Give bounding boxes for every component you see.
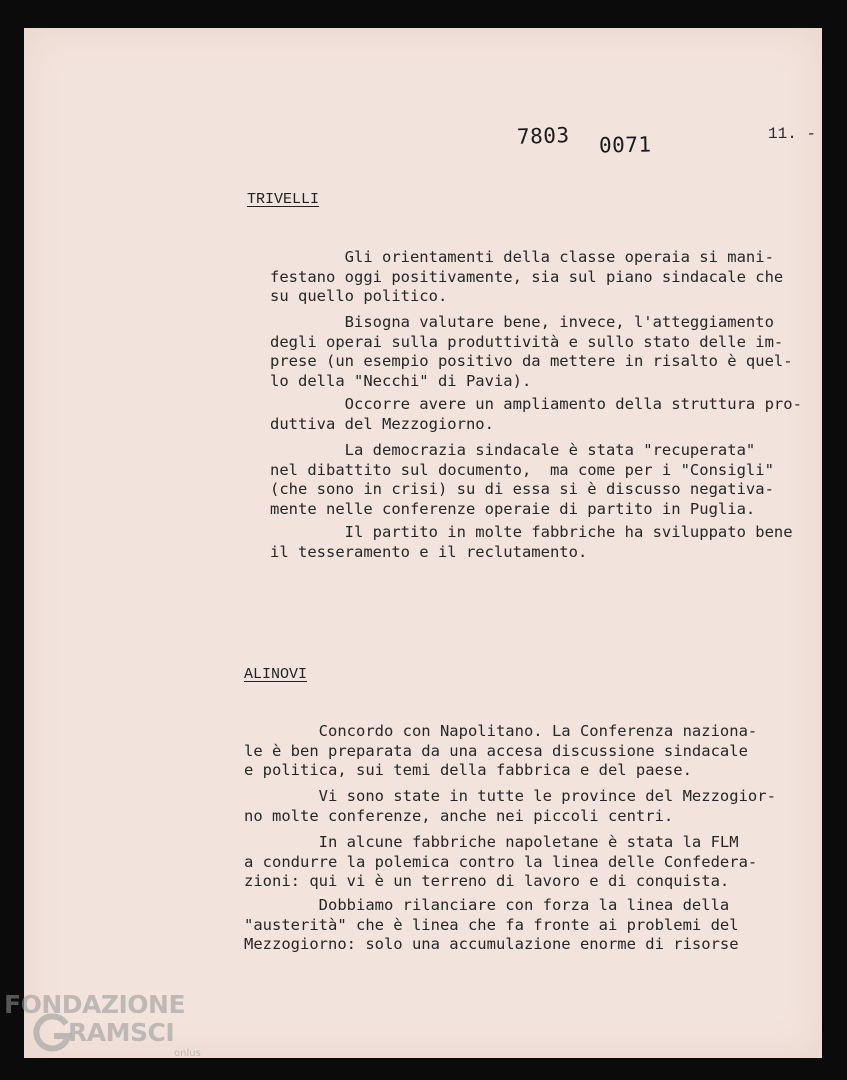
paragraph: Occorre avere un ampliamento della struttura pro- duttiva del Mezzogiorno. [270,395,802,433]
gramsci-g-logo-icon [32,1012,72,1052]
paragraph: Gli orientamenti della classe operaia si mani- festano oggi positivamente, sia sul piano sindacale che su quello politico. [270,248,784,306]
paragraph: Vi sono state in tutte le province del Mezzogior- no molte conferenze, anche nei piccoli centri. [244,787,776,825]
paragraph: Dobbiamo rilanciare con forza la linea della "austerità" che è linea che fa fronte ai problemi del Mezzogiorno: solo una accumulazione enorme di risorse [244,896,739,954]
paragraph: Bisogna valutare bene, invece, l'atteggiamento degli operai sulla produttività e sullo stato delle im- prese (un esempio positivo da mettere in risalto è quel- lo della "Necchi" di Pavia). [270,313,793,390]
section-heading-trivelli: TRIVELLI [247,191,320,208]
fondazione-gramsci-watermark [4,990,224,1070]
watermark-line1: FONDAZIONE [4,990,186,1019]
watermark-line3: onlus [174,1048,201,1059]
section-heading-alinovi: ALINOVI [244,666,308,683]
paragraph: In alcune fabbriche napoletane è stata la FLM a condurre la polemica contro la linea delle Confedera- zioni: qui vi è un terreno di lavoro e di conquista. [244,833,758,891]
archive-number-left: 7803 [516,123,570,149]
paragraph: Il partito in molte fabbriche ha sviluppato bene il tesseramento e il reclutamento. [270,523,793,561]
document-page [24,28,822,1058]
watermark-line2: RAMSCI [68,1018,175,1047]
paragraph: Concordo con Napolitano. La Conferenza naziona- le è ben preparata da una accesa discussione sindacale e politica, sui temi della fabbrica e del paese. [244,722,758,780]
archive-number-right: 0071 [598,132,652,158]
paragraph: La democrazia sindacale è stata "recuperata" nel dibattito sul documento, ma come per i "Consigli" (che sono in crisi) su di essa si è discusso negativa- mente nelle conferenze operaie di partito in Puglia. [270,441,774,518]
page-number: 11. - [768,125,817,143]
